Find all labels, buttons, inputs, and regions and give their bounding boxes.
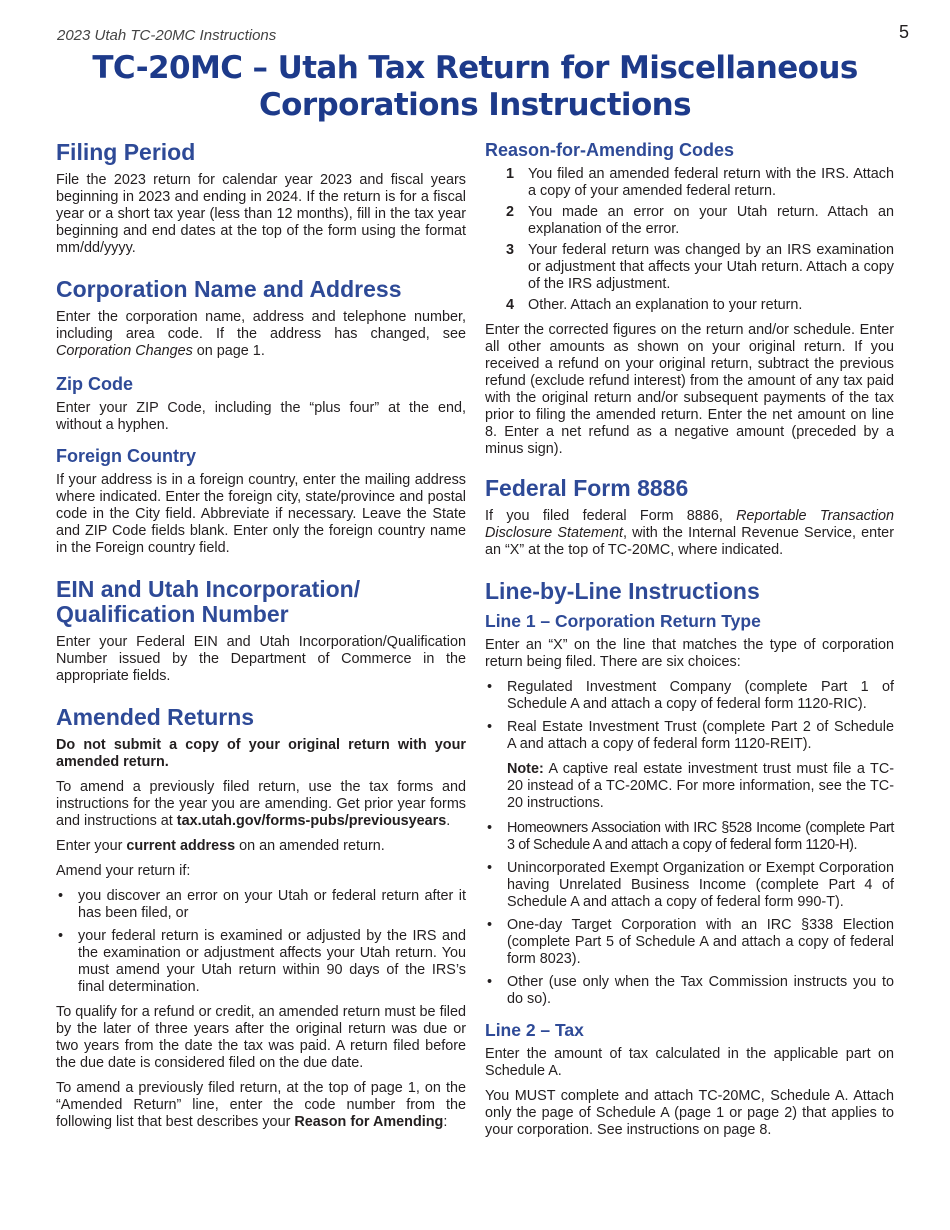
amended-p5: To amend a previously filed return, at the top of page 1, on the “Amended Return” line, enter the code number from the following list that best describes your Reason for Amending: <box>56 1080 466 1130</box>
reason-codes-text: Enter the corrected figures on the return and/or schedule. Enter all other amounts as shown on your original return. If you received a refund on your original return, subtract the previous refund (exclude refund interest) from the amount of any tax paid with the original return and/or subsequent payments of the tax prior to filing the amended return. Enter the net amount on line 8. Enter a net refund as a negative amount (preceded by a minus sign). <box>485 322 894 457</box>
section-amended-returns <box>56 705 466 1131</box>
ein-heading: EIN and Utah Incorporation/ Qualification Number <box>56 576 361 627</box>
left-column <box>56 140 466 1151</box>
foreign-country-heading: Foreign Country <box>56 446 196 466</box>
line1-block <box>485 611 894 1008</box>
zip-code-heading: Zip Code <box>56 374 133 394</box>
return-type-list-2 <box>485 820 894 1008</box>
corporation-changes-ref: Corporation Changes <box>56 343 193 359</box>
list-item: • Unincorporated Exempt Organization or Exempt Corporation having Unrelated Business Income (complete Part 4 of Schedule A and attach a copy of federal form 990-T). <box>485 860 894 911</box>
line1-intro: Enter an “X” on the line that matches the type of corporation return being filed. There are six choices: <box>485 637 894 670</box>
page-title <box>0 50 950 124</box>
filing-period-text: File the 2023 return for calendar year 2023 and fiscal years beginning in 2023 and ending in 2024. If the return is for a fiscal year or a short tax year (less than 12 months), fill in the tax year beginning and end dates at the top of the form using the format mm/dd/yyyy. <box>56 172 466 256</box>
line2-block <box>485 1020 894 1139</box>
reason-codes-heading: Reason-for-Amending Codes <box>485 140 735 160</box>
filing-period-heading: Filing Period <box>56 139 196 165</box>
list-item: • your federal return is examined or adjusted by the IRS and the examination or adjustment affects your Utah return. You must amend your Utah return within 90 days of the IRS’s final determination. <box>56 928 466 996</box>
return-type-list <box>485 679 894 753</box>
amended-p4: To qualify for a refund or credit, an amended return must be filed by the later of three years after the original return was due or two years from the date the tax was paid. A return filed before the due date is considered filed on the due date. <box>56 1004 466 1071</box>
page-title-line2: Corporations Instructions <box>259 87 691 123</box>
page-title-line1: TC-20MC – Utah Tax Return for Miscellaneous <box>92 50 858 86</box>
list-item: • Homeowners Association with IRC §528 Income (complete Part 3 of Schedule A and attach a copy of federal form 1120-H). <box>485 820 894 854</box>
line2-heading: Line 2 – Tax <box>485 1020 584 1040</box>
foreign-country-text: If your address is in a foreign country, enter the mailing address where indicated. Enter the foreign city, state/province and postal code in the City field. Abbreviate if necessary. Leave the State and ZIP Code fields blank. Enter only the foreign country name in the Foreign country field. <box>56 472 466 556</box>
ein-text: Enter your Federal EIN and Utah Incorporation/Qualification Number issued by the Department of Commerce in the appropriate fields. <box>56 634 466 684</box>
section-foreign-country <box>56 446 466 557</box>
list-item: 1 You filed an amended federal return with the IRS. Attach a copy of your amended federal return. <box>506 166 894 199</box>
amend-if-list <box>56 888 466 996</box>
list-item: • One-day Target Corporation with an IRC §338 Election (complete Part 5 of Schedule A and attach a copy of federal form 8023). <box>485 917 894 968</box>
amended-returns-heading: Amended Returns <box>56 704 255 730</box>
reason-codes-list <box>485 166 894 314</box>
line2-p1: Enter the amount of tax calculated in the applicable part on Schedule A. <box>485 1046 894 1079</box>
amended-notice: Do not submit a copy of your original return with your amended return. <box>56 737 466 770</box>
page-number: 5 <box>899 22 910 42</box>
corporation-name-text: Enter the corporation name, address and telephone number, including area code. If the address has changed, see Corporation Changes on page 1. <box>56 309 466 359</box>
amended-p2: Enter your current address on an amended return. <box>56 838 385 854</box>
running-head: 2023 Utah TC-20MC Instructions <box>57 27 277 44</box>
list-item: 2 You made an error on your Utah return. Attach an explanation of the error. <box>506 204 894 237</box>
list-item: 3 Your federal return was changed by an IRS examination or adjustment that affects your Utah return. Attach a copy of the IRS adjustment. <box>506 242 894 292</box>
section-corporation-name <box>56 277 466 360</box>
line2-p2: You MUST complete and attach TC-20MC, Schedule A. Attach only the page of Schedule A (page 1 or page 2) that applies to your corporation. See instructions on page 8. <box>485 1088 894 1138</box>
list-item: • Other (use only when the Tax Commission instructs you to do so). <box>485 974 894 1008</box>
list-item: • you discover an error on your Utah or federal return after it has been filed, or <box>56 888 466 922</box>
list-item: • Regulated Investment Company (complete Part 1 of Schedule A and attach a copy of federal form 1120-RIC). <box>485 679 894 713</box>
line1-note: Note: A captive real estate investment trust must file a TC-20 instead of a TC-20MC. For more information, see the TC-20 instructions. <box>507 761 894 811</box>
line1-heading: Line 1 – Corporation Return Type <box>485 611 761 631</box>
section-filing-period <box>56 140 466 257</box>
list-item: • Real Estate Investment Trust (complete Part 2 of Schedule A and attach a copy of federal form 1120-REIT). <box>485 719 894 753</box>
section-reason-codes <box>485 140 894 458</box>
section-line-by-line <box>485 579 894 1139</box>
line-by-line-heading: Line-by-Line Instructions <box>485 578 760 604</box>
corporation-name-heading: Corporation Name and Address <box>56 276 402 302</box>
list-item: 4 Other. Attach an explanation to your return. <box>506 297 803 313</box>
previous-years-link[interactable]: tax.utah.gov/forms-pubs/previousyears <box>176 813 447 829</box>
form-8886-text: If you filed federal Form 8886, Reportable Transaction Disclosure Statement, with the Internal Revenue Service, enter an “X” at the top of TC-20MC, where indicated. <box>485 508 894 558</box>
zip-code-text: Enter your ZIP Code, including the “plus four” at the end, without a hyphen. <box>56 400 466 433</box>
section-zip-code <box>56 374 466 434</box>
amended-p3: Amend your return if: <box>56 863 191 879</box>
amended-p1: To amend a previously filed return, use the tax forms and instructions for the year you are amending. Get prior year forms and instructions at tax.utah.gov/forms-pubs/previousyears. <box>56 779 466 829</box>
form-8886-heading: Federal Form 8886 <box>485 475 689 501</box>
section-form-8886 <box>485 476 894 559</box>
right-column <box>485 140 894 1147</box>
section-ein <box>56 577 466 685</box>
